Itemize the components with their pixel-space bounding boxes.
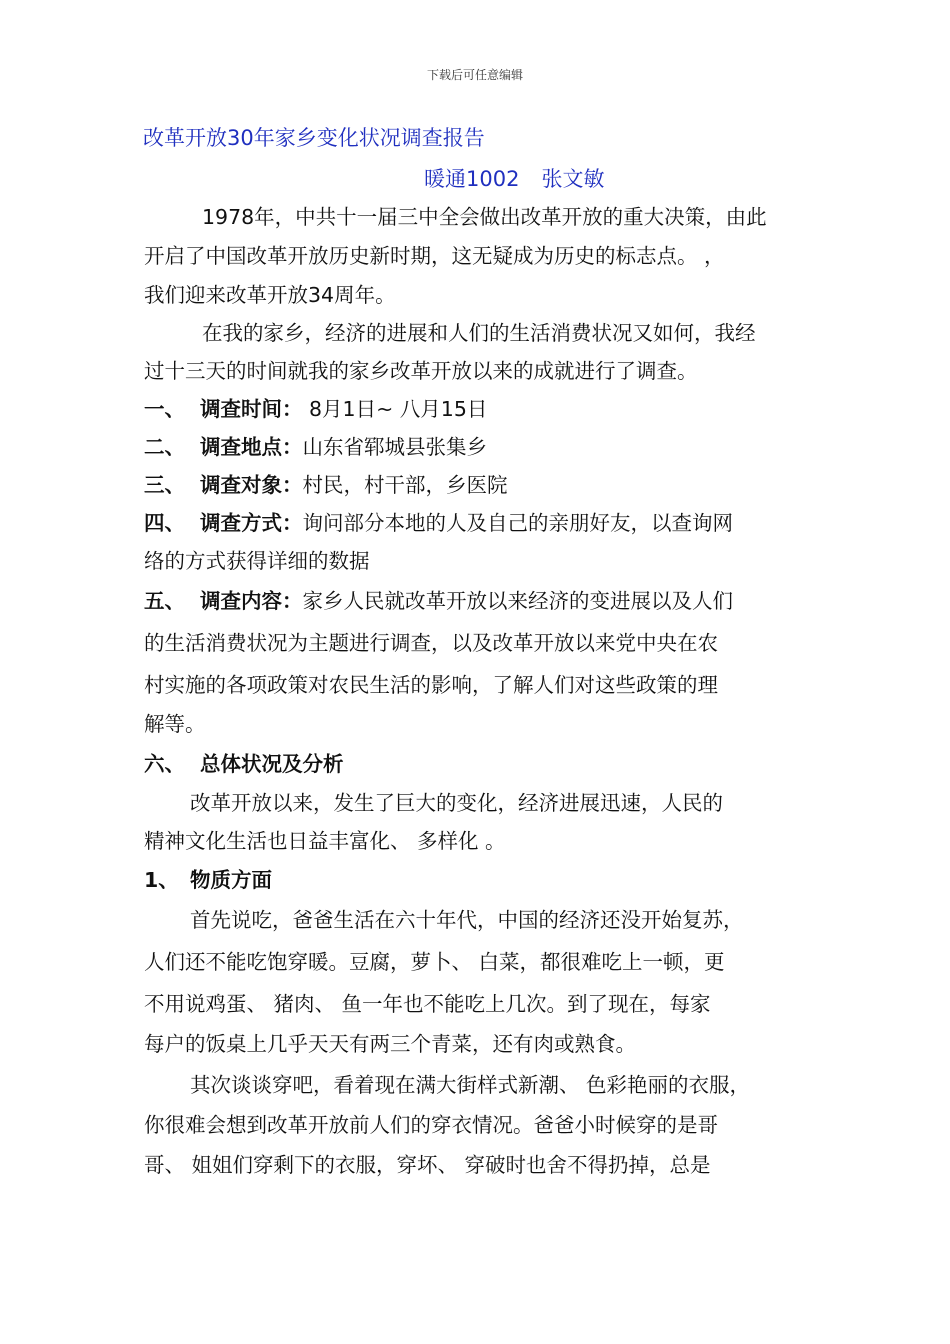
subsection-material [144, 867, 272, 893]
section-method [144, 510, 733, 536]
subsection-label: 物质方面 [190, 868, 272, 892]
analysis-p2-line1: 首先说吃，爸爸生活在六十年代，中国的经济还没开始复苏， [190, 908, 744, 932]
section-text: 8月1日~ 八月15日 [302, 397, 488, 421]
intro-p1-line1: 1978年，中共十一届三中全会做出改革开放的重大决策，由此 [202, 205, 767, 229]
section-method-line2: 络的方式获得详细的数据 [144, 549, 370, 573]
section-number: 二、 [144, 435, 185, 459]
report-title: 改革开放30年家乡变化状况调查报告 [143, 126, 485, 150]
intro-p2-line1: 在我的家乡，经济的进展和人们的生活消费状况又如何，我经 [202, 321, 756, 345]
intro-p2-line2: 过十三天的时间就我的家乡改革开放以来的成就进行了调查。 [144, 359, 698, 383]
section-content-line4: 解等。 [144, 712, 206, 736]
section-label: 调查方式： [200, 511, 303, 535]
section-number: 三、 [144, 473, 185, 497]
section-label: 调查时间： [200, 397, 303, 421]
author-class: 暖通1002 [424, 167, 520, 191]
section-content [144, 588, 733, 614]
section-number: 四、 [144, 511, 185, 535]
section-label: 调查内容： [200, 589, 303, 613]
analysis-p2-line3: 不用说鸡蛋、 猪肉、 鱼一年也不能吃上几次。到了现在，每家 [144, 992, 711, 1016]
analysis-p2-line4: 每户的饭桌上几乎天天有两三个青菜，还有肉或熟食。 [144, 1032, 636, 1056]
section-content-line2: 的生活消费状况为主题进行调查，以及改革开放以来党中央在农 [144, 631, 718, 655]
author-line [424, 163, 604, 193]
analysis-p3-line1: 其次谈谈穿吧，看着现在满大街样式新潮、 色彩艳丽的衣服， [190, 1073, 751, 1097]
section-label: 调查地点： [200, 435, 303, 459]
section-label: 调查对象： [200, 473, 303, 497]
section-subjects [144, 472, 508, 498]
section-analysis-heading [144, 751, 344, 777]
section-number: 一、 [144, 397, 185, 421]
section-label: 总体状况及分析 [200, 752, 344, 776]
section-text: 询问部分本地的人及自己的亲朋好友，以查询网 [302, 511, 733, 535]
section-text: 村民，村干部，乡医院 [302, 473, 508, 497]
watermark-text: 下载后可任意编辑 [426, 68, 523, 82]
section-content-line3: 村实施的各项政策对农民生活的影响，了解人们对这些政策的理 [144, 673, 718, 697]
section-time [144, 396, 487, 422]
intro-p1-line2: 开启了中国改革开放历史新时期，这无疑成为历史的标志点。 ， [144, 244, 725, 268]
analysis-p3-line2: 你很难会想到改革开放前人们的穿衣情况。爸爸小时候穿的是哥 [144, 1113, 718, 1137]
section-number: 五、 [144, 589, 185, 613]
analysis-p2-line2: 人们还不能吃饱穿暖。豆腐，萝卜、 白菜，都很难吃上一顿，更 [144, 950, 725, 974]
section-number: 六、 [144, 752, 185, 776]
analysis-p1-line1: 改革开放以来，发生了巨大的变化，经济进展迅速，人民的 [190, 791, 723, 815]
author-name: 张文敏 [541, 167, 605, 191]
section-text: 山东省郓城县张集乡 [302, 435, 487, 459]
subsection-number: 1、 [144, 868, 179, 892]
intro-p1-line3: 我们迎来改革开放34周年。 [144, 283, 396, 307]
section-location [144, 434, 487, 460]
analysis-p3-line3: 哥、 姐姐们穿剩下的衣服，穿坏、 穿破时也舍不得扔掉，总是 [144, 1153, 711, 1177]
analysis-p1-line2: 精神文化生活也日益丰富化、 多样化 。 [144, 829, 506, 853]
section-text: 家乡人民就改革开放以来经济的变进展以及人们 [302, 589, 733, 613]
